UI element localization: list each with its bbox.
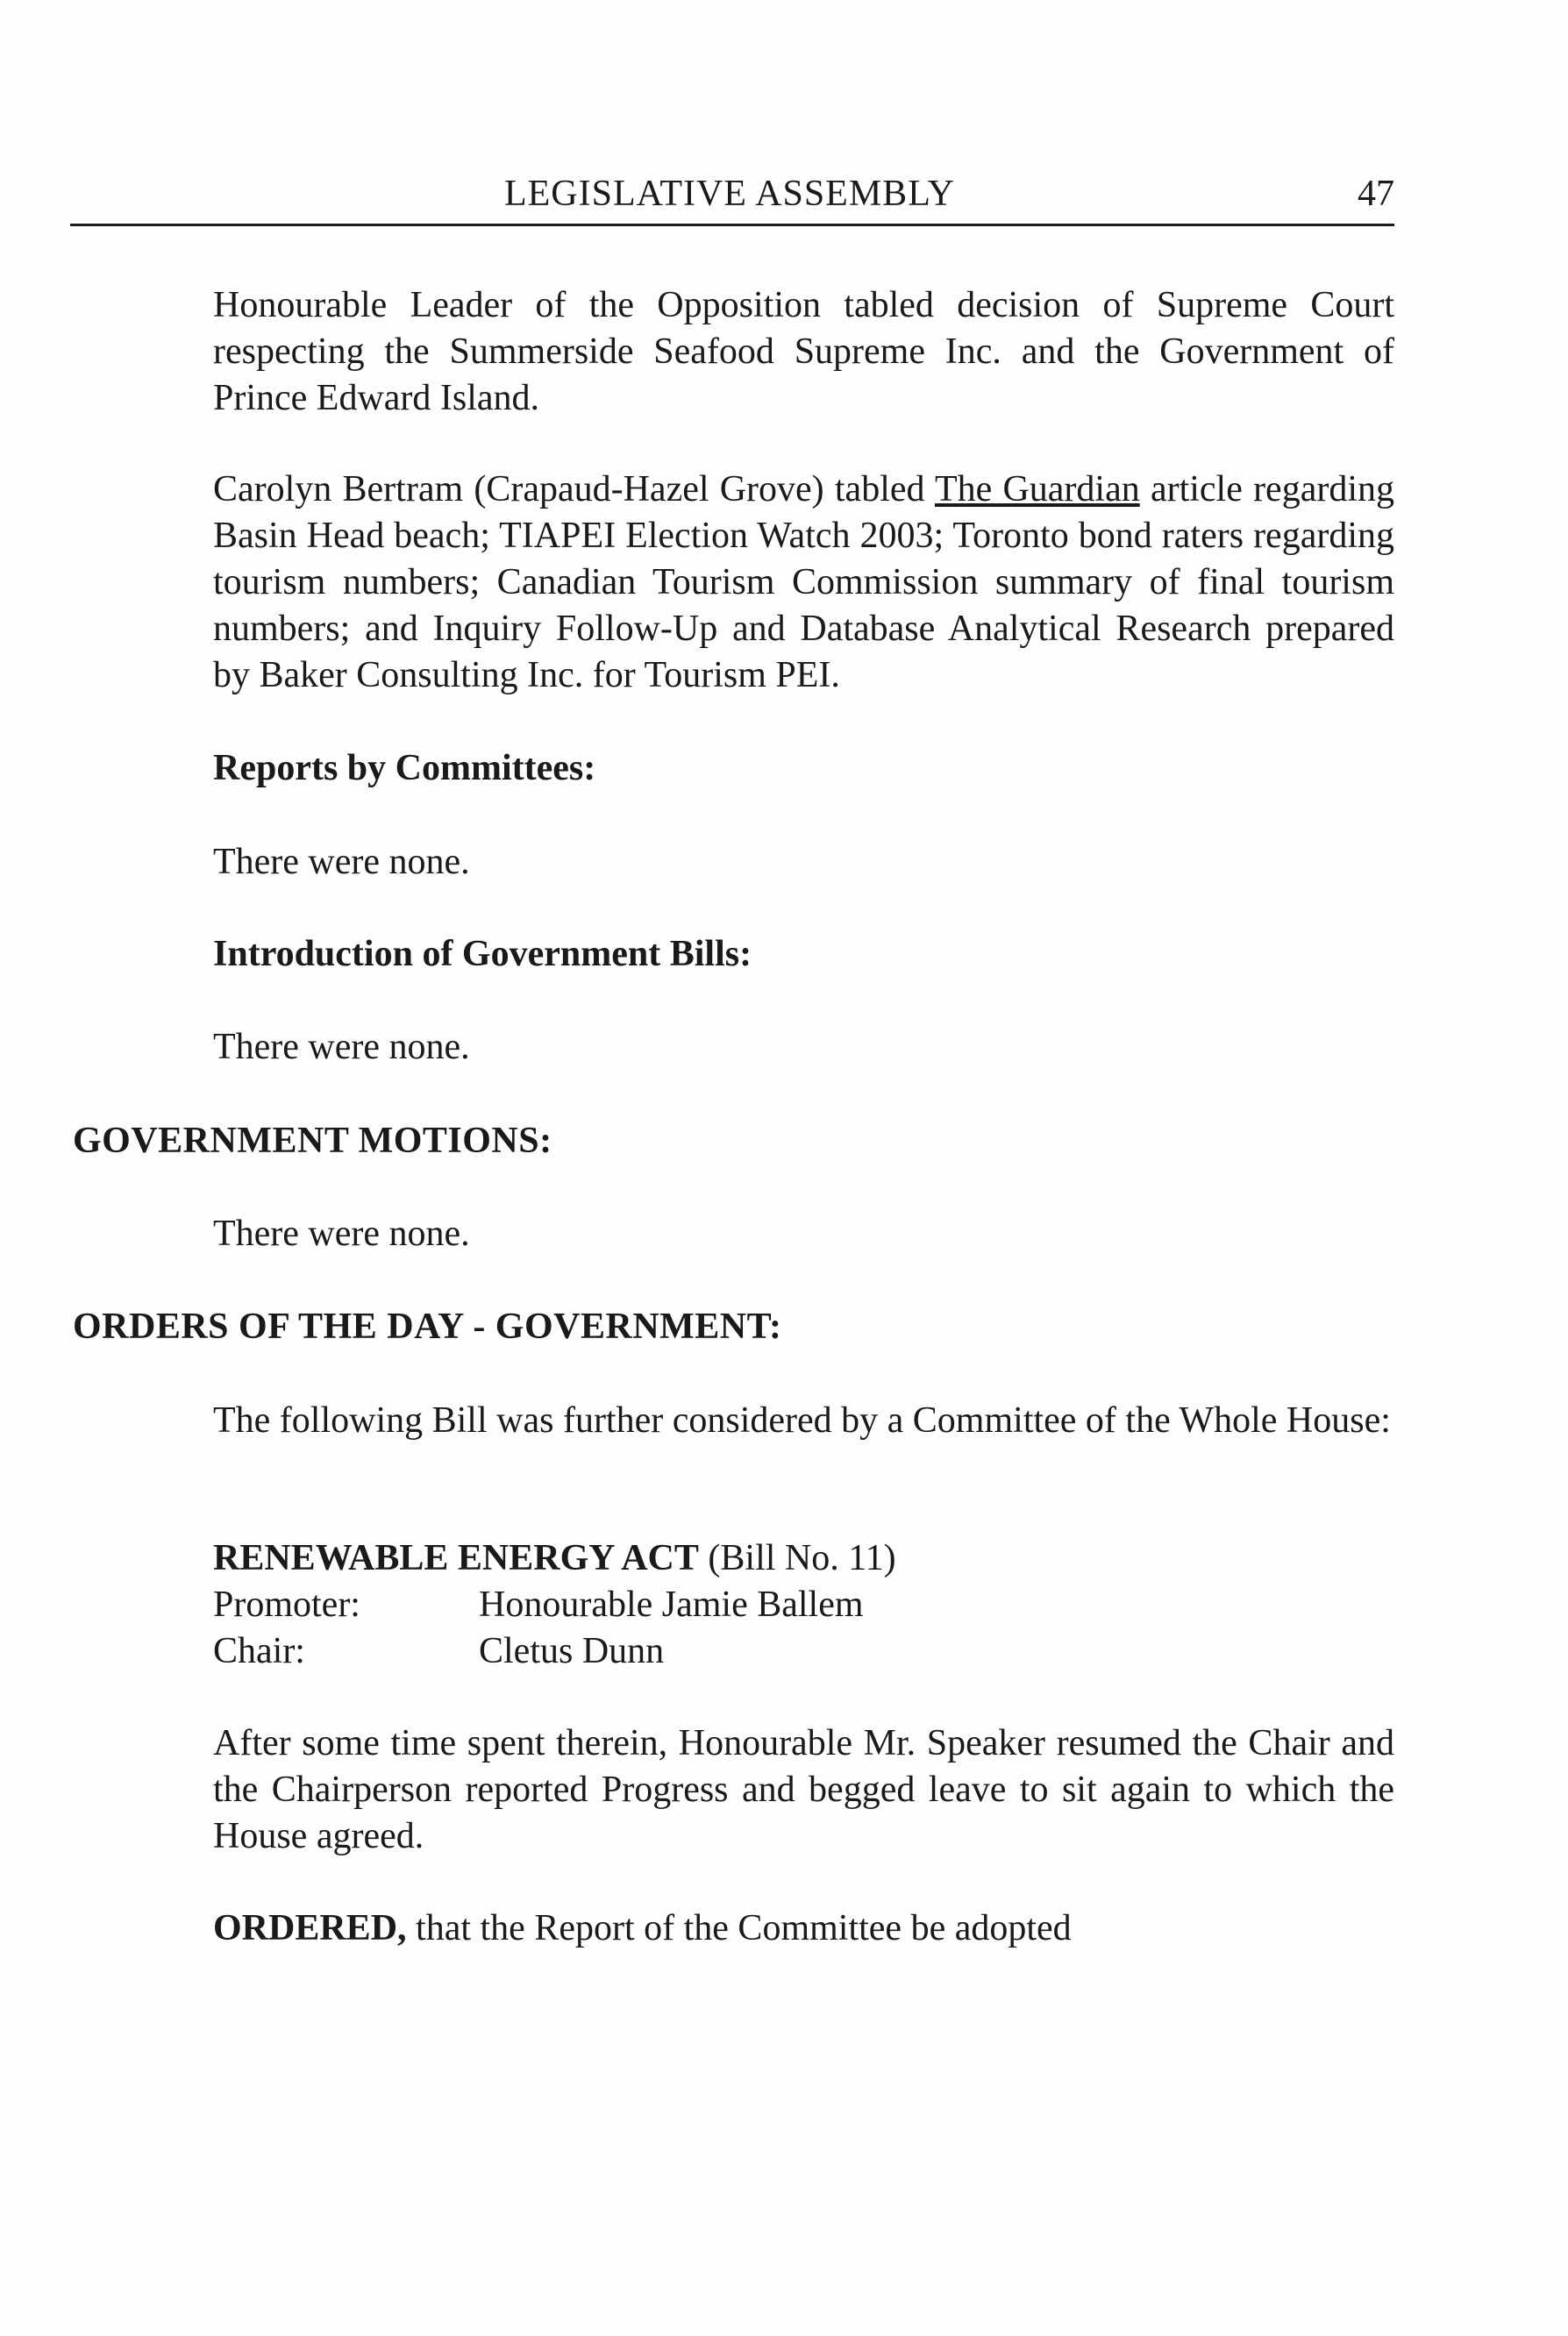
header-rule [70,224,1394,226]
bill-name: RENEWABLE ENERGY ACT [213,1538,699,1578]
heading-government-motions: GOVERNMENT MOTIONS: [73,1121,552,1161]
bill-details [213,1535,1090,1675]
page-header [70,171,1394,227]
ordered-statement [213,1905,1072,1952]
paragraph-bertram [213,466,1394,699]
paragraph-progress [213,1720,1394,1860]
bill-promoter-row [213,1582,1090,1628]
reports-none-text: There were none. [213,842,470,882]
bill-title-row [213,1535,1090,1582]
header-title: LEGISLATIVE ASSEMBLY [504,174,955,214]
bertram-text-end: article regarding Basin Head beach; TIAPEI Election Watch 2003; Toronto bond raters regarding tourism numbers; Canadian Tourism Commission summary of final tourism numbers; and Inquiry Follow-Up and Database Analytical Research prepared by Baker Consulting Inc. for Tourism PEI. [213,469,1394,695]
paragraph-text: Honourable Leader of the Opposition tabled decision of Supreme Court respecting the Summerside Seafood Supreme Inc. and the Government of Prince Edward Island. [213,285,1394,418]
paragraph-supreme-court [213,282,1394,422]
motions-none-text: There were none. [213,1214,470,1254]
promoter-value: Honourable Jamie Ballem [479,1585,864,1625]
ordered-text: that the Report of the Committee be adopted [406,1908,1072,1948]
paragraph-text: After some time spent therein, Honourable Mr. Speaker resumed the Chair and the Chairperson reported Progress and begged leave to sit again to which the House agreed. [213,1723,1394,1856]
publication-title: The Guardian [934,469,1140,509]
bertram-text-start: Carolyn Bertram (Crapaud-Hazel Grove) tabled [213,469,935,509]
page-number: 47 [1358,174,1394,214]
chair-value: Cletus Dunn [479,1631,665,1671]
intro-bills-none-text: There were none. [213,1027,470,1067]
ordered-label: ORDERED, [213,1908,407,1948]
heading-reports-by-committees: Reports by Committees: [213,748,596,788]
heading-introduction-of-bills: Introduction of Government Bills: [213,934,752,974]
bill-number: (Bill No. 11) [698,1538,896,1578]
bill-chair-row [213,1628,1090,1675]
paragraph-orders-intro [213,1398,1394,1444]
paragraph-text: The following Bill was further considered by a Committee of the Whole House: [213,1400,1391,1441]
paragraph-text [213,466,1394,699]
promoter-label: Promoter: [213,1585,360,1625]
heading-orders-of-the-day: ORDERS OF THE DAY - GOVERNMENT: [73,1307,782,1347]
chair-label: Chair: [213,1631,305,1671]
